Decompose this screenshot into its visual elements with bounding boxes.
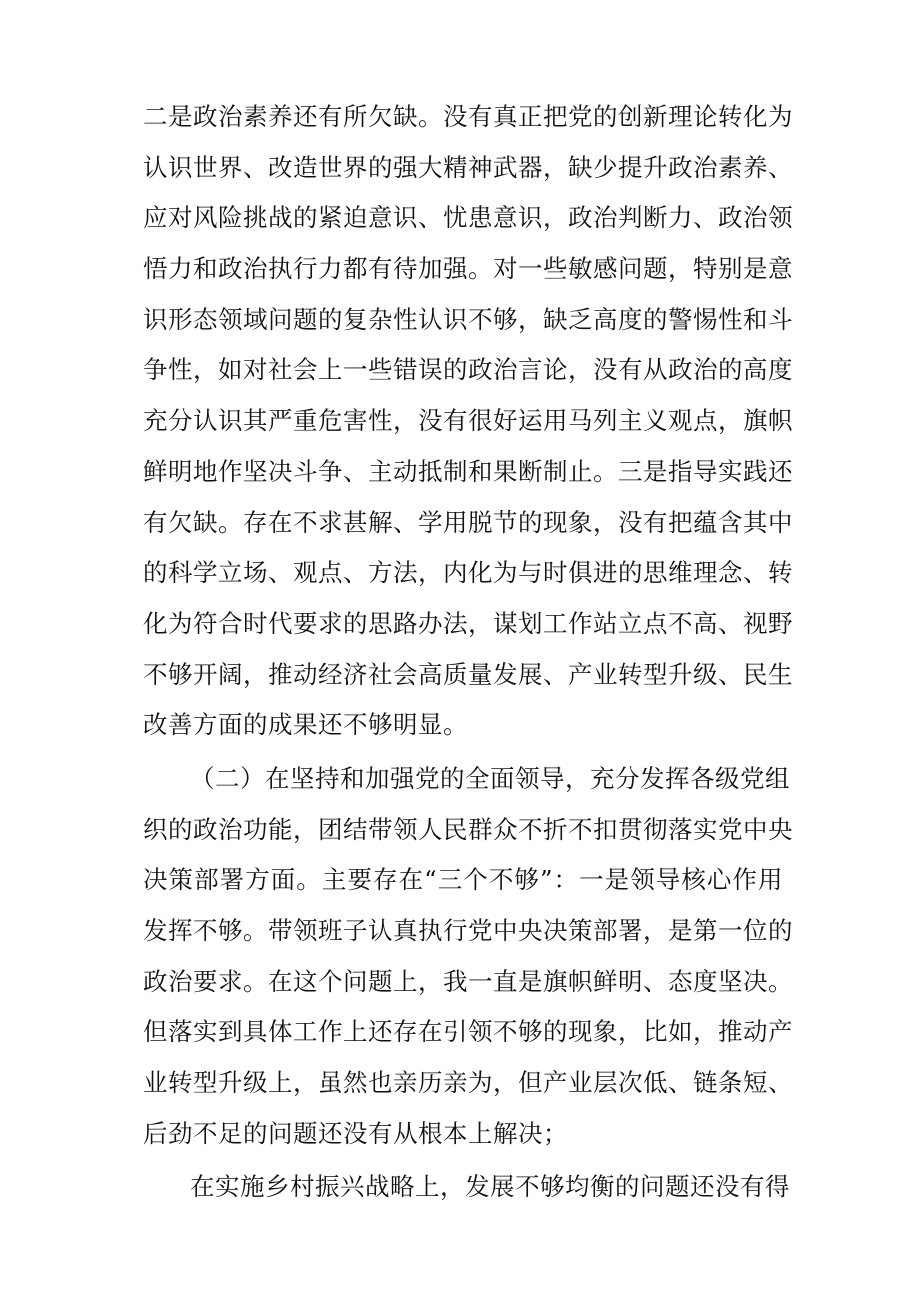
text-line: 在实施乡村振兴战略上，发展不够均衡的问题还没有得 [190,1172,790,1202]
text-line: 认识世界、改造世界的强大精神武器，缺少提升政治素养、 [143,152,793,182]
text-line: 的科学立场、观点、方法，内化为与时俱进的思维理念、转 [143,558,793,588]
text-line: 鲜明地作坚决斗争、主动抵制和果断制止。三是指导实践还 [143,456,793,486]
text-line: 政治要求。在这个问题上，我一直是旗帜鲜明、态度坚决。 [143,966,793,996]
text-line: 不够开阔，推动经济社会高质量发展、产业转型升级、民生 [143,659,793,689]
paragraph-political-literacy [143,92,793,751]
text-line: 后劲不足的问题还没有从根本上解决； [143,1118,568,1148]
document-body [143,92,793,1213]
text-line: 改善方面的成果还不够明显。 [143,710,468,740]
text-line: 织的政治功能，团结带领人民群众不折不扣贯彻落实党中央 [143,814,793,844]
paragraph-rural-revitalization [143,1162,790,1213]
text-line: 发挥不够。带领班子认真执行党中央决策部署，是第一位的 [143,916,793,945]
text-line: 化为符合时代要求的思路办法，谋划工作站立点不高、视野 [143,608,793,638]
paragraph-party-leadership [143,754,793,1160]
text-line: 识形态领域问题的复杂性认识不够，缺乏高度的警惕性和斗 [143,304,793,334]
text-line: 二是政治素养还有所欠缺。没有真正把党的创新理论转化为 [143,102,793,131]
text-line: 悟力和政治执行力都有待加强。对一些敏感问题，特别是意 [143,254,793,284]
text-line: （二）在坚持和加强党的全面领导，充分发挥各级党组 [190,763,790,793]
text-line: 有欠缺。存在不求甚解、学用脱节的现象，没有把蕴含其中 [143,507,793,537]
text-line: 但落实到具体工作上还存在引领不够的现象，比如，推动产 [143,1017,793,1047]
text-line: 决策部署方面。主要存在“三个不够”：一是领导核心作用 [143,865,783,895]
text-line: 充分认识其严重危害性，没有很好运用马列主义观点，旗帜 [143,406,793,436]
text-line: 业转型升级上，虽然也亲历亲为，但产业层次低、链条短、 [143,1068,793,1098]
text-line: 应对风险挑战的紧迫意识、忧患意识，政治判断力、政治领 [143,203,793,233]
text-line: 争性，如对社会上一些错误的政治言论，没有从政治的高度 [143,355,793,385]
